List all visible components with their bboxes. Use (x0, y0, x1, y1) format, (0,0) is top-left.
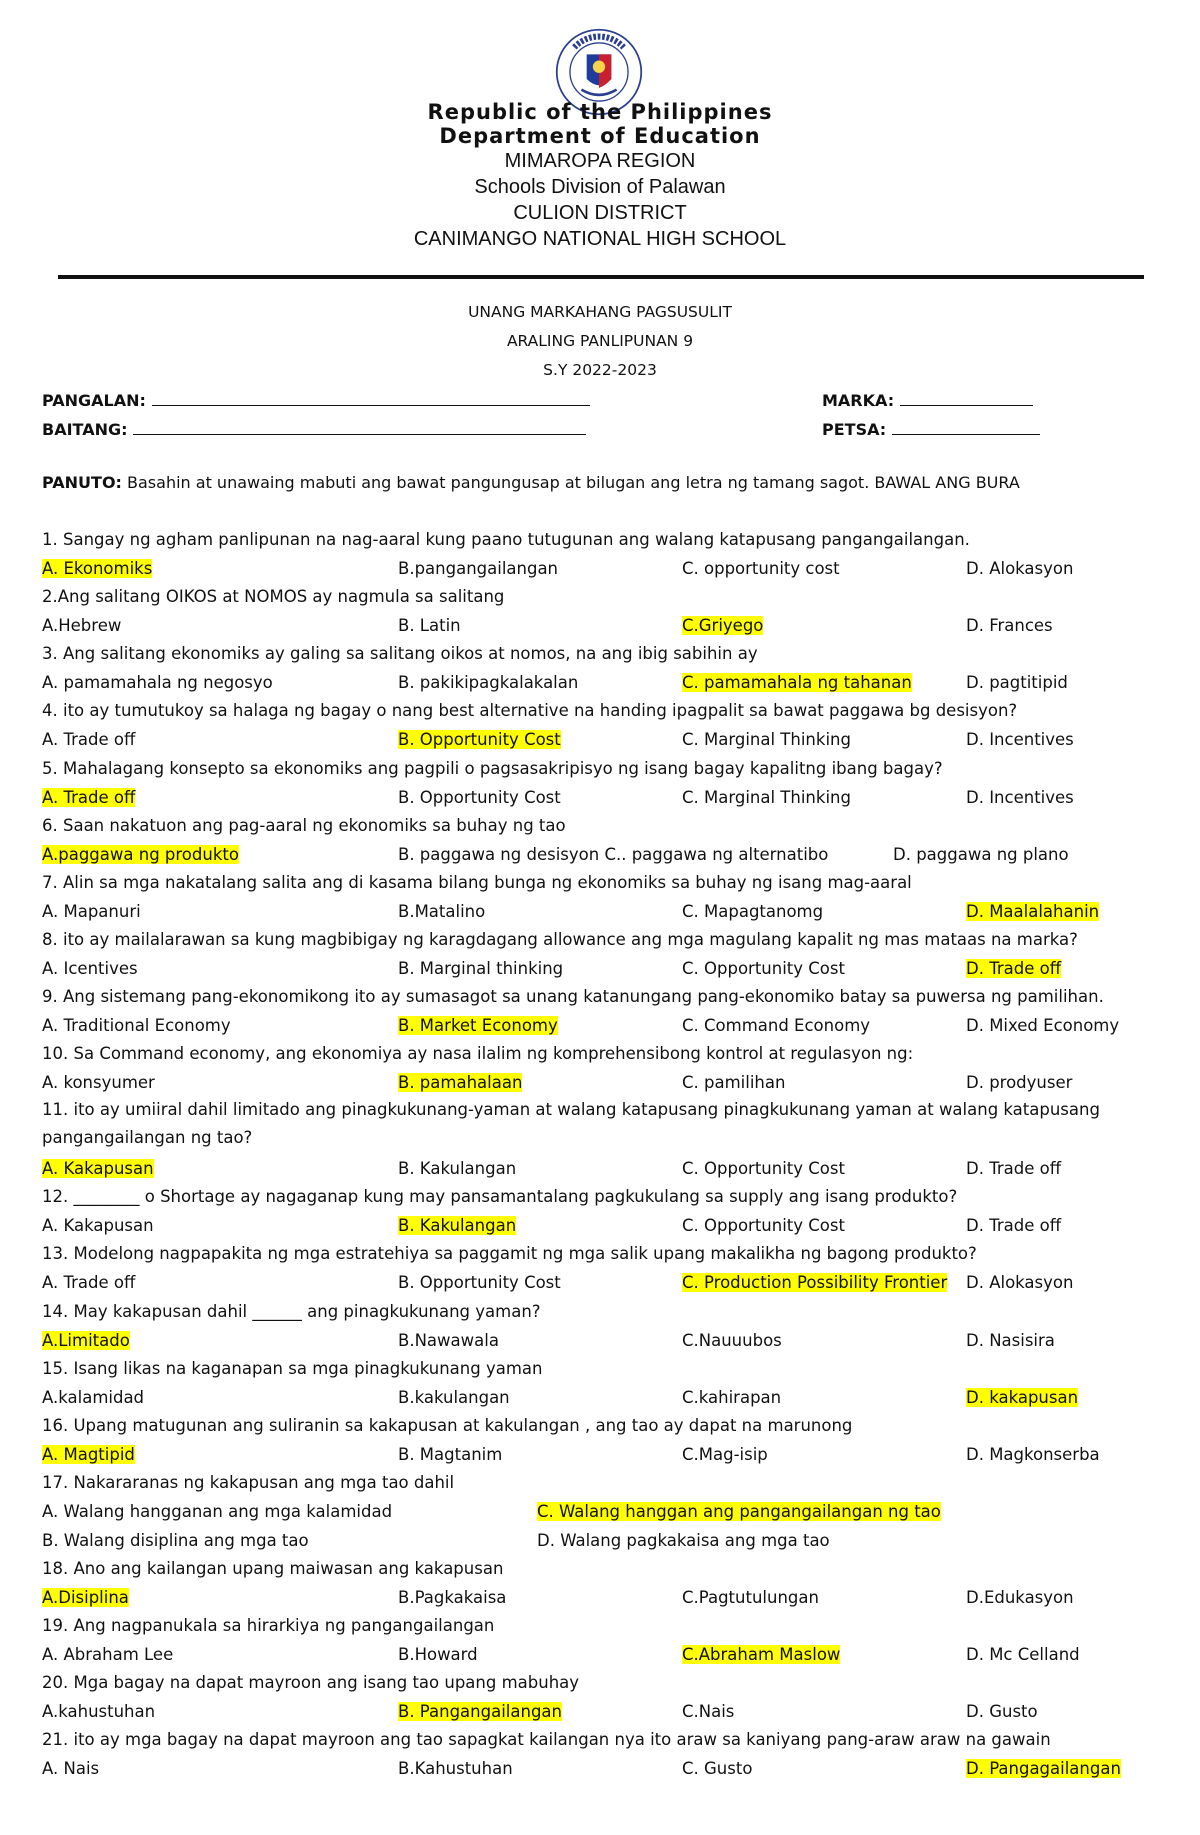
answer-option[interactable] (398, 902, 485, 921)
answer-option[interactable] (682, 1159, 845, 1178)
option-label: D. Mc Celland (966, 1645, 1080, 1664)
option-label: D. Magkonserba (966, 1445, 1100, 1464)
question-text: 13. Modelong nagpapakita ng mga estratehiya sa paggamit ng mga salik upang makalikha ng bagong produkto? (42, 1244, 977, 1263)
answer-option[interactable] (42, 1073, 155, 1092)
question-text: 7. Alin sa mga nakatalang salita ang di kasama bilang bunga ng ekonomiks sa buhay ng isang mag-aaral (42, 873, 912, 892)
option-label: A.Hebrew (42, 616, 122, 635)
option-label: B. Latin (398, 616, 461, 635)
option-label: B.Pagkakaisa (398, 1588, 507, 1607)
highlighted-answer: A. Ekonomiks (42, 559, 153, 578)
question-text: 5. Mahalagang konsepto sa ekonomiks ang pagpili o pagsasakripisyo ng isang bagay kapalitng ibang bagay? (42, 759, 943, 778)
school-heading: CANIMANGO NATIONAL HIGH SCHOOL (413, 228, 787, 250)
highlighted-answer: B. Market Economy (398, 1016, 558, 1035)
highlighted-answer: C.Griyego (682, 616, 764, 635)
name-field (42, 389, 590, 410)
option-label: D. Frances (966, 616, 1053, 635)
answer-option[interactable] (42, 1588, 129, 1607)
name-blank[interactable] (152, 389, 590, 406)
option-label: D. Incentives (966, 730, 1074, 749)
question-text: 6. Saan nakatuon ang pag-aaral ng ekonomiks sa buhay ng tao (42, 816, 566, 835)
option-label: B.Nawawala (398, 1331, 499, 1350)
option-label: B. Kakulangan (398, 1159, 517, 1178)
question-text: 4. ito ay tumutukoy sa halaga ng bagay o nang best alternative na handing ipagpalit sa bawat paggawa bg desisyon? (42, 701, 1018, 720)
highlighted-answer: C.Abraham Maslow (682, 1645, 841, 1664)
highlighted-answer: B. pamahalaan (398, 1073, 523, 1092)
question-text: 10. Sa Command economy, ang ekonomiya ay nasa ilalim ng komprehensibong kontrol at regulasyon ng: (42, 1044, 914, 1063)
answer-option[interactable] (537, 1502, 941, 1521)
option-label: A. konsyumer (42, 1073, 155, 1092)
answer-option[interactable] (893, 845, 1069, 864)
option-label: B. paggawa ng desisyon C.. paggawa ng alternatibo (398, 845, 829, 864)
answer-option[interactable] (398, 1016, 558, 1035)
question-text: 15. Isang likas na kaganapan sa mga pinagkukunang yaman (42, 1359, 543, 1378)
answer-option[interactable] (537, 1531, 830, 1550)
highlighted-answer: D. Maalalahanin (966, 902, 1100, 921)
answer-option[interactable] (398, 1702, 562, 1721)
answer-option[interactable] (42, 673, 273, 692)
option-label: A.kalamidad (42, 1388, 145, 1407)
highlighted-answer: C. Walang hanggan ang pangangailangan ng tao (537, 1502, 941, 1521)
score-label: MARKA: (822, 391, 895, 410)
option-label: D. paggawa ng plano (893, 845, 1069, 864)
highlighted-answer: A.Disiplina (42, 1588, 129, 1607)
answer-option[interactable] (42, 1216, 154, 1235)
question-text: 8. ito ay mailalarawan sa kung magbibigay ng karagdagang allowance ang mga magulang kapalit ng mas mataas na marka? (42, 930, 1078, 949)
answer-option[interactable] (966, 616, 1053, 635)
highlighted-answer: D. Pangagailangan (966, 1759, 1121, 1778)
question-text: 3. Ang salitang ekonomiks ay galing sa salitang oikos at nomos, na ang ibig sabihin ay (42, 644, 758, 663)
option-label: B. pakikipagkalakalan (398, 673, 579, 692)
option-label: C. Opportunity Cost (682, 1216, 845, 1235)
option-label: D. Alokasyon (966, 1273, 1074, 1292)
answer-option[interactable] (398, 1645, 478, 1664)
answer-option[interactable] (42, 845, 239, 864)
instructions (42, 473, 1020, 492)
option-label: B.pangangailangan (398, 559, 559, 578)
answer-option[interactable] (966, 1273, 1073, 1292)
option-label: D. Gusto (966, 1702, 1038, 1721)
answer-option[interactable] (42, 1016, 231, 1035)
highlighted-answer: B. Pangangailangan (398, 1702, 562, 1721)
answer-option[interactable] (42, 1502, 392, 1521)
answer-option[interactable] (966, 1388, 1078, 1407)
option-label: C. Gusto (682, 1759, 753, 1778)
option-label: C.Pagtutulungan (682, 1588, 819, 1607)
option-label: B.kakulangan (398, 1388, 510, 1407)
grade-field (42, 418, 586, 439)
question-text: 17. Nakararanas ng kakapusan ang mga tao dahil (42, 1473, 455, 1492)
highlighted-answer: D. Trade off (966, 959, 1062, 978)
option-label: D. Incentives (966, 788, 1074, 807)
answer-option[interactable] (966, 1016, 1119, 1035)
answer-option[interactable] (682, 1331, 782, 1350)
district-heading: CULION DISTRICT (513, 202, 687, 224)
highlighted-answer: B. Opportunity Cost (398, 730, 561, 749)
answer-option[interactable] (42, 1702, 155, 1721)
option-label: A. Trade off (42, 730, 136, 749)
answer-option[interactable] (42, 616, 121, 635)
question-text: 18. Ano ang kailangan upang maiwasan ang kakapusan (42, 1559, 504, 1578)
answer-option[interactable] (682, 559, 840, 578)
instructions-text: Basahin at unawaing mabuti ang bawat pangungusap at bilugan ang letra ng tamang sagot. BAWAL ANG BURA (121, 473, 1020, 492)
answer-option[interactable] (682, 1016, 870, 1035)
option-label: A.kahustuhan (42, 1702, 156, 1721)
highlighted-answer: A. Trade off (42, 788, 136, 807)
answer-option[interactable] (398, 845, 828, 864)
instructions-label: PANUTO: (42, 473, 122, 492)
option-label: A. pamamahala ng negosyo (42, 673, 273, 692)
highlighted-answer: A. Kakapusan (42, 1159, 154, 1178)
answer-option[interactable] (966, 730, 1074, 749)
answer-option[interactable] (682, 1445, 768, 1464)
highlighted-answer: A.Limitado (42, 1331, 130, 1350)
exam-subject: ARALING PANLIPUNAN 9 (506, 332, 694, 350)
answer-option[interactable] (682, 1588, 819, 1607)
answer-option[interactable] (398, 1445, 502, 1464)
school-year: S.Y 2022-2023 (543, 361, 657, 379)
option-label: C. Command Economy (682, 1016, 871, 1035)
question-text: 16. Upang matugunan ang suliranin sa kakapusan at kakulangan , ang tao ay dapat na marunong (42, 1416, 853, 1435)
option-label: D. Walang pagkakaisa ang mga tao (537, 1531, 830, 1550)
answer-option[interactable] (42, 1645, 173, 1664)
answer-option[interactable] (682, 1216, 845, 1235)
question-text: 20. Mga bagay na dapat mayroon ang isang tao upang mabuhay (42, 1673, 580, 1692)
question-text: 1. Sangay ng agham panlipunan na nag-aaral kung paano tutugunan ang walang katapusang pangangailangan. (42, 530, 970, 549)
exam-title: UNANG MARKAHANG PAGSUSULIT (468, 303, 732, 321)
question-text: 9. Ang sistemang pang-ekonomikong ito ay sumasagot sa unang katanungang pang-ekonomiko batay sa puwersa ng pamilihan. (42, 987, 1104, 1006)
answer-option[interactable] (42, 1159, 154, 1178)
answer-option[interactable] (966, 1759, 1121, 1778)
option-label: A. Abraham Lee (42, 1645, 174, 1664)
option-label: B.Howard (398, 1645, 478, 1664)
option-label: C. Marginal Thinking (682, 788, 851, 807)
answer-option[interactable] (42, 730, 135, 749)
option-label: C.Nais (682, 1702, 735, 1721)
option-label: B. Walang disiplina ang mga tao (42, 1531, 309, 1550)
answer-option[interactable] (966, 788, 1074, 807)
option-label: C.Mag-isip (682, 1445, 768, 1464)
answer-option[interactable] (42, 1759, 99, 1778)
date-label: PETSA: (822, 420, 887, 439)
option-label: C. opportunity cost (682, 559, 840, 578)
answer-option[interactable] (42, 1388, 144, 1407)
answer-option[interactable] (42, 1445, 135, 1464)
option-label: D. Mixed Economy (966, 1016, 1120, 1035)
option-label: A. Kakapusan (42, 1216, 154, 1235)
answer-option[interactable] (42, 559, 152, 578)
republic-heading: Republic of the Philippines (427, 100, 773, 124)
answer-option[interactable] (398, 788, 561, 807)
option-label: B. Opportunity Cost (398, 788, 561, 807)
question-text: 21. ito ay mga bagay na dapat mayroon ang tao sapagkat kailangan nya ito araw sa kaniyang pang-araw araw na gawain (42, 1730, 1051, 1749)
highlighted-answer: B. Kakulangan (398, 1216, 517, 1235)
option-label: B. Marginal thinking (398, 959, 564, 978)
option-label: C. Marginal Thinking (682, 730, 851, 749)
answer-option[interactable] (682, 730, 851, 749)
option-label: D. Trade off (966, 1159, 1062, 1178)
region-heading: MIMAROPA REGION (504, 150, 696, 172)
answer-option[interactable] (398, 1588, 506, 1607)
highlighted-answer: C. Production Possibility Frontier (682, 1273, 948, 1292)
option-label: B.Matalino (398, 902, 486, 921)
option-label: D. Alokasyon (966, 559, 1074, 578)
answer-option[interactable] (966, 1702, 1038, 1721)
answer-option[interactable] (682, 1702, 734, 1721)
answer-option[interactable] (398, 730, 561, 749)
answer-option[interactable] (398, 1759, 513, 1778)
answer-option[interactable] (682, 673, 912, 692)
option-label: D. Nasisira (966, 1331, 1055, 1350)
option-label: A. Mapanuri (42, 902, 141, 921)
answer-option[interactable] (966, 1645, 1080, 1664)
question-text: 19. Ang nagpanukala sa hirarkiya ng pangangailangan (42, 1616, 495, 1635)
answer-option[interactable] (42, 1531, 309, 1550)
option-label: C. Opportunity Cost (682, 959, 845, 978)
header-divider (58, 275, 1144, 279)
answer-option[interactable] (398, 1159, 516, 1178)
option-label: C. Opportunity Cost (682, 1159, 845, 1178)
answer-option[interactable] (398, 1273, 561, 1292)
answer-option[interactable] (682, 616, 763, 635)
answer-option[interactable] (398, 673, 578, 692)
option-label: C.Nauuubos (682, 1331, 782, 1350)
division-heading: Schools Division of Palawan (474, 176, 726, 198)
option-label: D. pagtitipid (966, 673, 1068, 692)
answer-option[interactable] (966, 1445, 1100, 1464)
answer-option[interactable] (398, 1331, 499, 1350)
answer-option[interactable] (682, 1645, 840, 1664)
option-label: D. prodyuser (966, 1073, 1073, 1092)
answer-option[interactable] (398, 959, 563, 978)
name-label: PANGALAN: (42, 391, 146, 410)
answer-option[interactable] (42, 902, 141, 921)
option-label: D.Edukasyon (966, 1588, 1074, 1607)
option-label: D. Trade off (966, 1216, 1062, 1235)
answer-option[interactable] (682, 1073, 785, 1092)
answer-option[interactable] (966, 902, 1099, 921)
question-text: 2.Ang salitang OIKOS at NOMOS ay nagmula sa salitang (42, 587, 505, 606)
score-blank[interactable] (900, 389, 1033, 406)
answer-option[interactable] (398, 1388, 510, 1407)
answer-option[interactable] (682, 1388, 781, 1407)
option-label: A. Icentives (42, 959, 138, 978)
answer-option[interactable] (42, 1273, 135, 1292)
option-label: A. Trade off (42, 1273, 136, 1292)
answer-option[interactable] (682, 1273, 947, 1292)
answer-option[interactable] (682, 1759, 752, 1778)
option-label: C. Mapagtanomg (682, 902, 824, 921)
answer-option[interactable] (966, 1331, 1055, 1350)
highlighted-answer: D. kakapusan (966, 1388, 1079, 1407)
answer-option[interactable] (966, 1073, 1072, 1092)
answer-option[interactable] (398, 616, 461, 635)
answer-option[interactable] (966, 1588, 1074, 1607)
highlighted-answer: C. pamamahala ng tahanan (682, 673, 912, 692)
answer-option[interactable] (682, 959, 845, 978)
date-field (822, 418, 1040, 439)
answer-option[interactable] (682, 788, 851, 807)
date-blank[interactable] (892, 418, 1040, 435)
option-label: A. Traditional Economy (42, 1016, 231, 1035)
answer-option[interactable] (966, 959, 1061, 978)
grade-blank[interactable] (133, 418, 586, 435)
answer-option[interactable] (42, 959, 138, 978)
option-label: A. Walang hangganan ang mga kalamidad (42, 1502, 393, 1521)
option-label: A. Nais (42, 1759, 100, 1778)
option-label: B. Opportunity Cost (398, 1273, 561, 1292)
question-text: 12. ________ o Shortage ay nagaganap kung may pansamantalang pagkukulang sa supply ang isang produkto? (42, 1187, 958, 1206)
option-label: C.kahirapan (682, 1388, 782, 1407)
answer-option[interactable] (682, 902, 823, 921)
option-label: B.Kahustuhan (398, 1759, 513, 1778)
highlighted-answer: A. Magtipid (42, 1445, 135, 1464)
department-heading: Department of Education (439, 124, 761, 148)
option-label: C. pamilihan (682, 1073, 786, 1092)
question-text: 11. ito ay umiiral dahil limitado ang pinagkukunang-yaman at walang katapusang pinagkukunang yaman at walang katapusang pangangailangan ng tao? (42, 1100, 1100, 1147)
score-field (822, 389, 1033, 410)
highlighted-answer: A.paggawa ng produkto (42, 845, 239, 864)
answer-option[interactable] (966, 673, 1068, 692)
answer-option[interactable] (398, 559, 558, 578)
answer-option[interactable] (42, 788, 135, 807)
question-text: 14. May kakapusan dahil ______ ang pinagkukunang yaman? (42, 1302, 541, 1321)
answer-option[interactable] (966, 1159, 1061, 1178)
grade-label: BAITANG: (42, 420, 128, 439)
answer-option[interactable] (966, 1216, 1061, 1235)
option-label: B. Magtanim (398, 1445, 503, 1464)
answer-option[interactable] (42, 1331, 130, 1350)
answer-option[interactable] (398, 1073, 522, 1092)
answer-option[interactable] (398, 1216, 516, 1235)
answer-option[interactable] (966, 559, 1073, 578)
